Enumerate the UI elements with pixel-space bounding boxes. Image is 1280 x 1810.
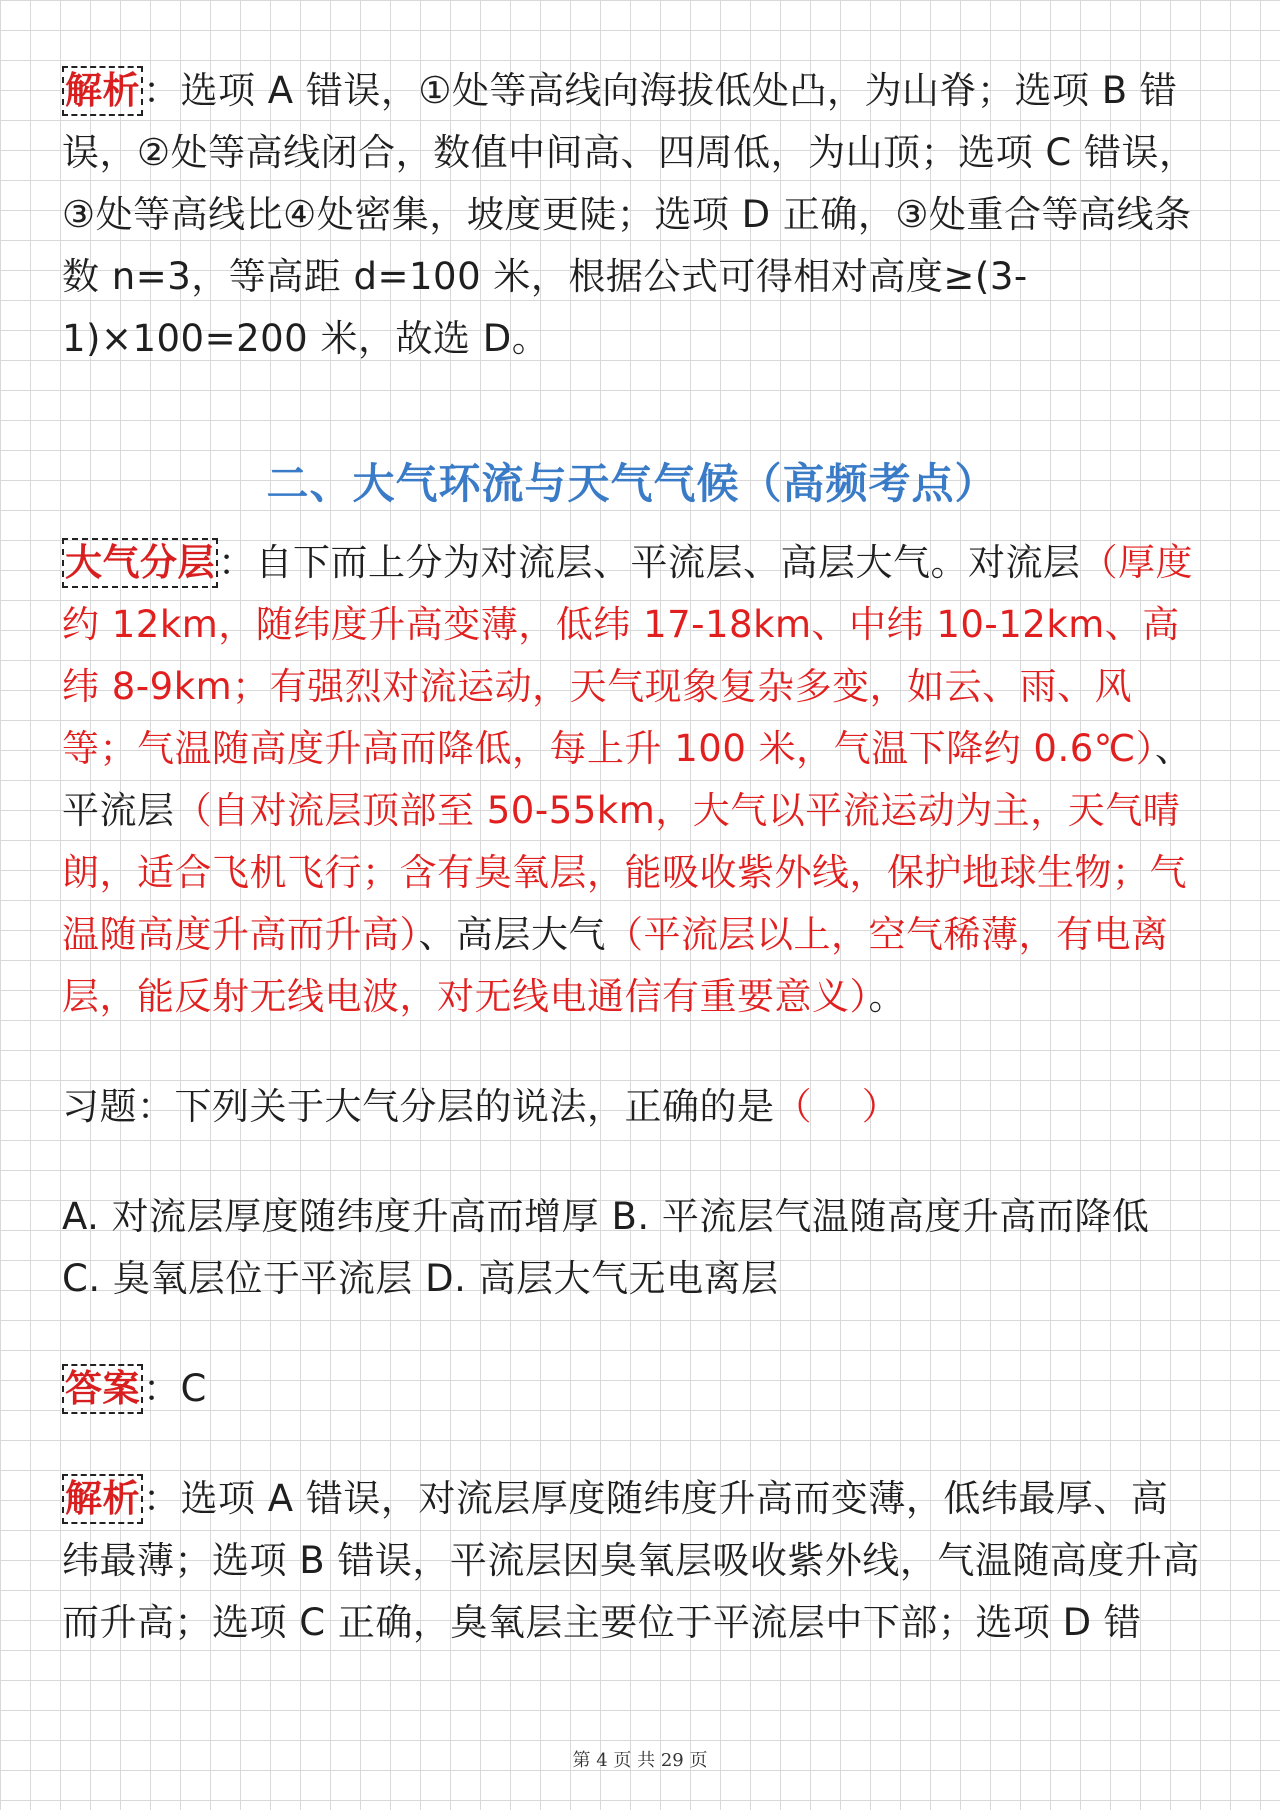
- answer-blank: （ ）: [774, 1085, 900, 1128]
- spacer: [62, 1028, 1202, 1076]
- analysis-paragraph-2: [62, 1468, 1202, 1654]
- answer-text: ：C: [143, 1367, 207, 1410]
- atmosphere-layers-paragraph: [62, 532, 1202, 1028]
- stratosphere-note: （自对流层顶部至 50-55km，大气以平流运动为主，天气晴朗，适合飞机飞行；含有臭氧层，能吸收紫外线，保护地球生物；气温随高度升高而升高）: [62, 789, 1187, 956]
- exercise-options: [62, 1186, 1202, 1310]
- section-title: 二、大气环流与天气气候（高频考点）: [266, 459, 998, 508]
- analysis-tag: 解析: [62, 1474, 143, 1524]
- layers-intro: ：自下而上分为对流层、平流层、高层大气。对流层: [218, 541, 1081, 584]
- answer-tag: 答案: [62, 1364, 143, 1414]
- layers-end: 。: [868, 975, 906, 1018]
- exercise-question: [62, 1076, 1202, 1138]
- analysis-text: ：选项 A 错误，对流层厚度随纬度升高而变薄，低纬最厚、高纬最薄；选项 B 错误，平流层因臭氧层吸收紫外线，气温随高度升高而升高；选项 C 正确，臭氧层主要位于平流层中下部；选项 D 错: [62, 1477, 1200, 1644]
- layers-sep-2: 、高层大气: [418, 913, 606, 956]
- spacer: [62, 1138, 1202, 1186]
- document-page: [62, 60, 1202, 1654]
- troposphere-note: （厚度约 12km，随纬度升高变薄，低纬 17-18km、中纬 10-12km、高纬 8-9km；有强烈对流运动，天气现象复杂多变，如云、雨、风等；气温随高度升高而降低，每上升 100 米，气温下降约 0.6℃）: [62, 541, 1193, 770]
- options-line-2: C. 臭氧层位于平流层 D. 高层大气无电离层: [62, 1257, 779, 1300]
- analysis-paragraph-1: [62, 60, 1202, 370]
- spacer: [62, 1420, 1202, 1468]
- atmosphere-layers-tag: 大气分层: [62, 538, 218, 588]
- analysis-tag: 解析: [62, 66, 143, 116]
- layers-sep-1: 、平流层: [62, 727, 1193, 832]
- spacer: [62, 1310, 1202, 1358]
- answer-paragraph: [62, 1358, 1202, 1420]
- upper-atmosphere-note: （平流层以上，空气稀薄，有电离层，能反射无线电波，对无线电通信有重要意义）: [62, 913, 1169, 1018]
- question-text: 习题：下列关于大气分层的说法，正确的是: [62, 1085, 775, 1128]
- options-line-1: A. 对流层厚度随纬度升高而增厚 B. 平流层气温随高度升高而降低: [62, 1195, 1150, 1238]
- page-footer: 第 4 页 共 29 页: [572, 1750, 708, 1771]
- analysis-text: ：选项 A 错误，①处等高线向海拔低处凸，为山脊；选项 B 错误，②处等高线闭合，数值中间高、四周低，为山顶；选项 C 错误，③处等高线比④处密集，坡度更陡；选项 D 正确，③处重合等高线条数 n=3，等高距 d=100 米，根据公式可得相对高度≥(3-1)×100=200 米，故选 D。: [62, 69, 1197, 360]
